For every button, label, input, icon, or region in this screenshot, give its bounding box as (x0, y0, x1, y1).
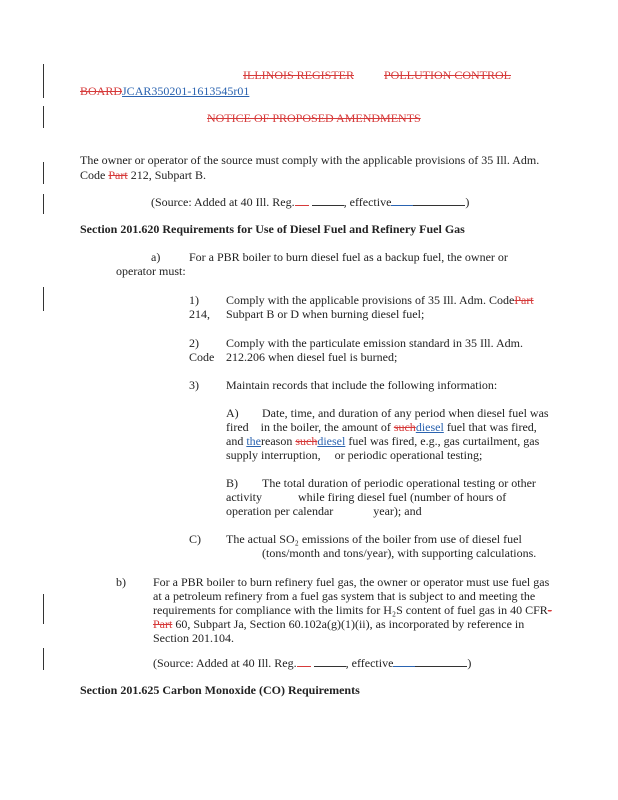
item-B-line3 (226, 504, 422, 518)
source-middle: , effective (343, 195, 392, 209)
source2-middle: , effective (345, 656, 394, 670)
source2-prefix: (Source: Added at 40 Ill. Reg. (153, 656, 297, 670)
item-A-line3 (226, 434, 539, 448)
section-625-title: Section 201.625 Carbon Monoxide (CO) Requirements (80, 683, 360, 697)
item-A-label: A) (226, 406, 239, 420)
item-3-num: 3) (189, 378, 199, 392)
intro-part-del: Part (108, 168, 128, 182)
source-prefix: (Source: Added at 40 Ill. Reg. (151, 195, 295, 209)
source-date-blank-ins (391, 195, 413, 206)
item-A-the-ins: the (246, 434, 261, 448)
item-A-fired: fired (226, 420, 249, 434)
item-A-such2-del: such (295, 434, 318, 448)
item-2-line2b: 212.206 when diesel fuel is burned; (226, 350, 398, 364)
item-A-fuel-fired: fuel that was fired, (446, 420, 537, 434)
item-1-text: Comply with the applicable provisions of 35 Ill. Adm. Code (226, 293, 515, 307)
item-B-year: year); and (373, 504, 422, 518)
header-jcar: JCAR350201-1613545r01 (122, 84, 250, 98)
item-A-line1: Date, time, and duration of any period when diesel fuel was (262, 406, 549, 420)
change-bar (43, 162, 44, 184)
item-b-line4 (153, 617, 524, 631)
item-b-label: b) (116, 575, 126, 589)
change-bar (43, 106, 44, 128)
intro-line2 (80, 168, 206, 182)
item-A-line4 (226, 448, 482, 462)
source-line (151, 195, 469, 209)
item-1-num: 1) (189, 293, 199, 307)
item-B-operation: operation per calendar (226, 504, 334, 518)
item-1-line2b: Subpart B or D when burning diesel fuel; (226, 307, 425, 321)
item-2-line2a: Code (189, 350, 215, 364)
item-B-label: B) (226, 476, 238, 490)
item-B-activity: activity (226, 490, 262, 504)
item-1-part-del: Part (514, 293, 534, 307)
change-bar (43, 194, 44, 214)
change-bar (43, 594, 44, 624)
source-register-blank (295, 195, 309, 206)
source2-number-blank (314, 656, 346, 667)
item-b-subpart: 60, Subpart Ja, Section 60.102a(g)(1)(ii), as incorporated by reference in (175, 617, 525, 631)
item-A-fuel-was: fuel was fired, e.g., gas curtailment, gas (348, 434, 540, 448)
source-date-blank (413, 195, 465, 206)
item-A-line2 (226, 420, 537, 434)
item-C-line1: The actual SO₂ emissions of the boiler from use of diesel fuel (226, 532, 522, 546)
source-number-blank (312, 195, 344, 206)
section-620-heading (80, 222, 465, 236)
item-A-diesel-ins: diesel (415, 420, 444, 434)
item-2-line1: Comply with the particulate emission standard in 35 Ill. Adm. (226, 336, 523, 350)
item-A-such-del: such (393, 420, 416, 434)
item-a-line2: operator must: (116, 264, 186, 278)
source-line-2 (153, 656, 471, 670)
source2-date-blank (415, 656, 467, 667)
intro-code: Code (80, 168, 106, 182)
item-A-diesel2-ins: diesel (317, 434, 346, 448)
item-a-label: a) (151, 250, 161, 264)
section-620-title: Section 201.620 Requirements for Use of Diesel Fuel and Refinery Fuel Gas (80, 222, 465, 236)
item-A-amount: in the boiler, the amount of (260, 420, 391, 434)
item-b-line3: requirements for compliance with the limits for H₂S content of fuel gas in 40 CFR- (153, 603, 552, 617)
item-a-line1: For a PBR boiler to burn diesel fuel as a backup fuel, the owner or (189, 250, 508, 264)
source2-suffix: ) (467, 656, 472, 670)
item-1-line2a: 214, (189, 307, 210, 321)
header-board-part1: POLLUTION CONTROL (384, 68, 511, 82)
change-bar (43, 648, 44, 670)
item-b-line2: at a petroleum refinery from a fuel gas system that is subject to and meeting the (153, 589, 536, 603)
item-C-label: C) (189, 532, 201, 546)
item-B-firing: while firing diesel fuel (number of hours of (298, 490, 507, 504)
header-notice: NOTICE OF PROPOSED AMENDMENTS (207, 111, 421, 125)
item-b-compliance: requirements for compliance with the limits for H₂S content of fuel gas in 40 CFR (153, 603, 548, 617)
section-625-heading (80, 683, 360, 697)
item-2-num: 2) (189, 336, 199, 350)
change-bar (43, 287, 44, 311)
item-A-supply: supply interruption, (226, 448, 321, 462)
intro-line1: The owner or operator of the source must comply with the applicable provisions of 35 Ill. Adm. (80, 153, 540, 167)
intro-rest: 212, Subpart B. (130, 168, 207, 182)
item-3-text: Maintain records that include the following information: (226, 378, 498, 392)
header-register: ILLINOIS REGISTER (243, 68, 354, 82)
item-b-line5: Section 201.104. (153, 631, 234, 645)
item-B-line1: The total duration of periodic operational testing or other (262, 476, 536, 490)
item-B-line2 (226, 490, 506, 504)
item-A-reason: reason (261, 434, 293, 448)
source-suffix: ) (465, 195, 470, 209)
header-board-part2: BOARD (80, 84, 123, 98)
change-bar (43, 64, 44, 98)
item-A-and: and (226, 434, 244, 448)
item-b-line1: For a PBR boiler to burn refinery fuel gas, the owner or operator must use fuel gas (153, 575, 550, 589)
item-1-line1 (226, 293, 534, 307)
header-board-line (80, 84, 249, 98)
item-b-part-del: Part (153, 617, 173, 631)
item-A-periodic: or periodic operational testing; (334, 448, 483, 462)
item-C-line2: (tons/month and tons/year), with supporting calculations. (262, 546, 537, 560)
source2-date-blank-ins (393, 656, 415, 667)
source2-register-blank (297, 656, 311, 667)
